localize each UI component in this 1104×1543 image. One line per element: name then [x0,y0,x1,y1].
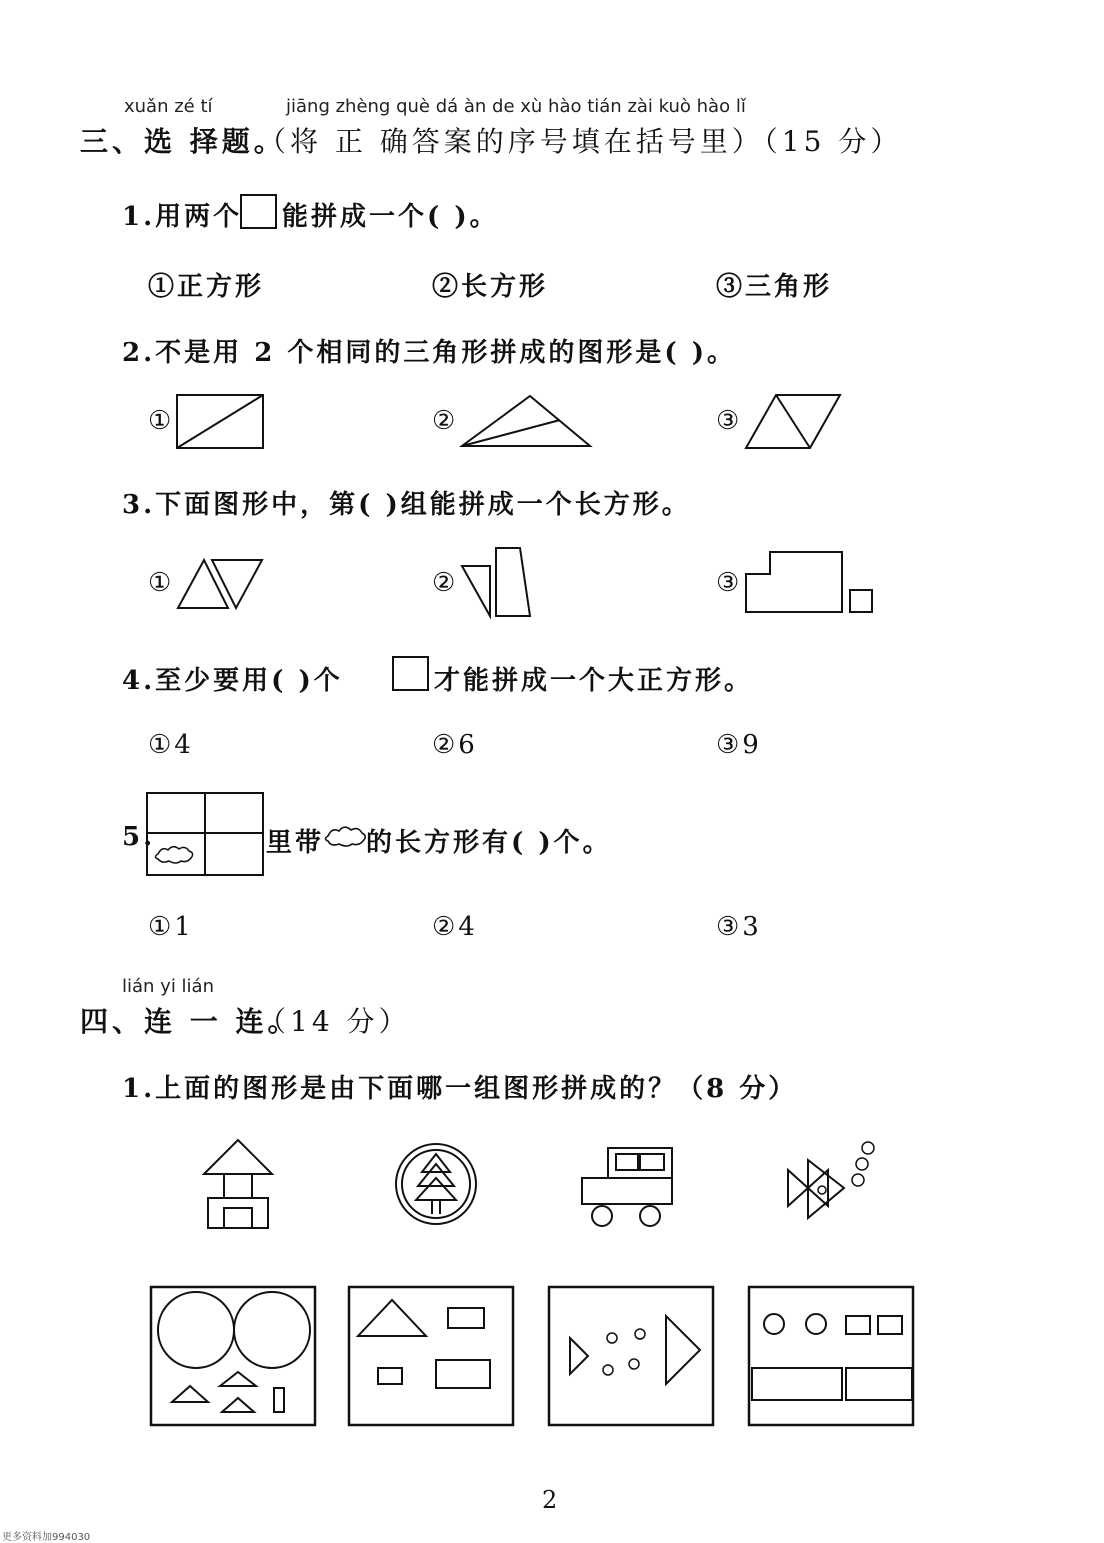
q1-option-3[interactable]: ③三角形 [716,272,833,302]
section4-title-pinyin: lián yi lián [122,976,214,997]
shape-group-3[interactable] [548,1286,716,1428]
q2-text: 2.不是用 2 个相同的三角形拼成的图形是( )。 [122,338,736,368]
q4-option-3[interactable]: ③9 [716,730,762,760]
q3-option-1-label[interactable]: ① [148,568,173,598]
section4-title: 四、连 一 连。 [80,1005,300,1038]
shape-group-4[interactable] [748,1286,916,1428]
q2-option-3-label[interactable]: ③ [716,406,741,436]
q2-option-2-label[interactable]: ② [432,406,457,436]
q1-option-1[interactable]: ①正方形 [148,272,265,302]
car-figure[interactable] [578,1144,678,1230]
q5-text-mid: 里带 [266,828,325,858]
cloud-icon [324,822,368,850]
q3-option-3-label[interactable]: ③ [716,568,741,598]
q1-text-pre: 1.用两个 [122,202,243,232]
q2-option-3-parallelogram-icon [744,394,844,450]
q3-text: 3.下面图形中，第( )组能拼成一个长方形。 [122,490,691,520]
q4-option-2[interactable]: ②6 [432,730,478,760]
q3-option-3-shapes-icon [744,550,878,616]
section4-score: （14 分） [258,1005,411,1038]
shape-group-2[interactable] [348,1286,516,1428]
q2-option-2-triangle-split-icon [460,394,594,450]
section3-title: 三、选 择题。 [80,125,286,158]
q1-square-icon [240,194,278,230]
page-number: 2 [542,1486,558,1514]
tree-in-circle-figure[interactable] [394,1142,480,1228]
q2-option-1-rectangle-diagonal-icon [176,394,266,450]
shape-group-1[interactable] [150,1286,318,1428]
fish-figure[interactable] [782,1140,882,1230]
q5-text-post: 的长方形有( )个。 [366,828,612,858]
q4-text-pre: 4.至少要用( )个 [122,666,343,696]
section3-instruction: （将 正 确答案的序号填在括号里）（15 分） [258,125,903,158]
footer-note: 更多资料加994030 [2,1532,91,1543]
q3-option-2-label[interactable]: ② [432,568,457,598]
q5-option-3[interactable]: ③3 [716,912,762,942]
q5-grid-with-cloud-icon [146,792,266,878]
house-figure[interactable] [200,1138,280,1232]
section4-q1-text: 1.上面的图形是由下面哪一组图形拼成的？（8 分） [122,1074,798,1104]
q2-option-1-label[interactable]: ① [148,406,173,436]
q3-option-2-triangle-trapezoid-icon [460,544,536,620]
q5-option-1[interactable]: ①1 [148,912,194,942]
q5-option-2[interactable]: ②4 [432,912,478,942]
q4-text-post: 才能拼成一个大正方形。 [434,666,754,696]
section3-title-pinyin: xuǎn zé tí [124,96,213,117]
q4-square-icon [392,656,430,692]
q4-option-1[interactable]: ①4 [148,730,194,760]
q1-option-2[interactable]: ②长方形 [432,272,549,302]
q5-number: 5. [122,822,156,852]
q1-text-post: 能拼成一个( )。 [282,202,499,232]
q3-option-1-two-triangles-icon [176,558,266,610]
section3-instruction-pinyin: jiāng zhèng què dá àn de xù hào tián zài kuò hào lǐ [286,96,746,117]
